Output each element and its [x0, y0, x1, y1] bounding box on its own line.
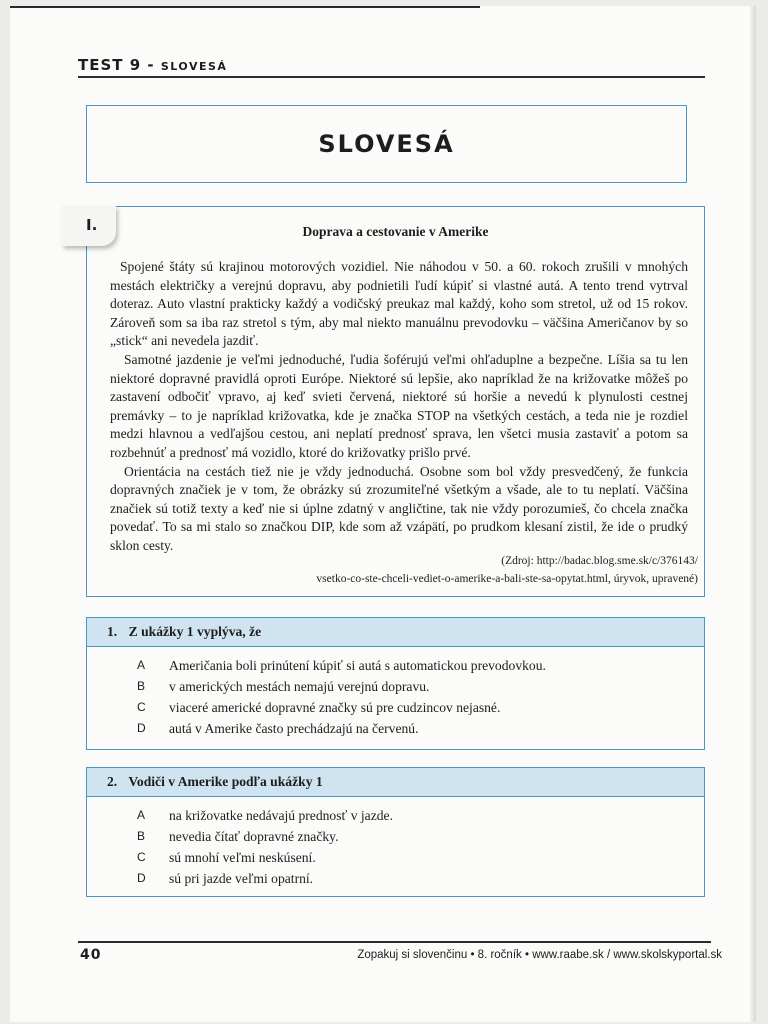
- source-line: vsetko-co-ste-chceli-vediet-o-amerike-a-bali-ste-sa-opytat.html, úryvok, upravené): [316, 573, 698, 585]
- article-body: [110, 258, 688, 556]
- option-letter: B: [137, 829, 146, 843]
- footer-rule: [78, 941, 711, 943]
- test-header: [78, 56, 227, 74]
- option-letter: D: [137, 721, 146, 735]
- option-text: sú pri jazde veľmi opatrní.: [169, 871, 314, 886]
- option-text: v amerických mestách nemajú verejnú dopravu.: [169, 679, 430, 694]
- option-text: nevedia čítať dopravné značky.: [169, 829, 339, 844]
- answer-option[interactable]: [87, 676, 704, 697]
- page-edge-shadow: [750, 6, 756, 1022]
- section-number: I.: [86, 216, 98, 234]
- option-letter: A: [137, 658, 146, 672]
- option-text: autá v Amerike často prechádzajú na červenú.: [169, 721, 419, 736]
- answer-option[interactable]: [87, 847, 704, 868]
- page-title: SLOVESÁ: [318, 130, 455, 158]
- question-number: 1.: [107, 624, 118, 639]
- option-text: Američania boli prinútení kúpiť si autá s automatickou prevodovkou.: [169, 658, 546, 673]
- answer-option[interactable]: [87, 697, 704, 718]
- article-paragraph: Spojené štáty sú krajinou motorových vozidiel. Nie náhodou v 50. a 60. rokoch zrušili v mnohých mestách električky a verejnú dopravu, aby podnietili ľudí kúpiť si vlastné autá. A tento trend vytrval doteraz. Auto vlastní prakticky každý a vodičský preukaz mal každý, koho som stretol, už od 15 rokov. Zároveň som sa iba raz stretol s tým, aby mal niekto manuálnu prevodovku – väčšina Američanov by so „stick“ ani nevedela jazdiť.: [110, 259, 688, 349]
- option-letter: D: [137, 871, 146, 885]
- option-letter: C: [137, 850, 146, 864]
- test-label: TEST 9 -: [78, 56, 155, 74]
- top-rule: [10, 6, 480, 8]
- title-box: [86, 105, 687, 183]
- question-prompt: Z ukážky 1 vyplýva, že: [128, 624, 262, 639]
- question-header: [87, 768, 704, 797]
- answer-option[interactable]: [87, 805, 704, 826]
- article-paragraph: Orientácia na cestách tiež nie je vždy jednoduchá. Osobne som bol vždy presvedčený, že funkcia dopravných značiek je v tom, že obrázky sú zrozumiteľné všetkým a všade, ale to tu neplatí. Väčšina značiek sú totiž texty a keď nie si úplne zdatný v angličtine, tak nie vždy porozumieš, čo chcela značka povedať. To sa mi stalo so značkou DIP, kde som až vzápätí, po prudkom klesaní zistil, že ide o prudký sklon cesty.: [110, 463, 688, 553]
- option-text: na križovatke nedávajú prednosť v jazde.: [169, 808, 393, 823]
- page-number: 40: [80, 947, 102, 963]
- option-letter: A: [137, 808, 146, 822]
- source-line: (Zdroj: http://badac.blog.sme.sk/c/376143/: [501, 555, 698, 567]
- option-letter: C: [137, 700, 146, 714]
- option-text: viaceré americké dopravné značky sú pre cudzincov nejasné.: [169, 700, 501, 715]
- question-prompt: Vodiči v Amerike podľa ukážky 1: [128, 774, 323, 789]
- header-rule: [78, 76, 705, 78]
- option-letter: B: [137, 679, 146, 693]
- answer-option[interactable]: [87, 655, 704, 676]
- test-topic: SLOVESÁ: [160, 60, 228, 73]
- answer-option[interactable]: [87, 826, 704, 847]
- article-paragraph: Samotné jazdenie je veľmi jednoduché, ľudia šoférujú veľmi ohľaduplne a bezpečne. Líšia sa tu len niektoré dopravné pravidlá oproti Európe. Niektoré sú lepšie, ako napríklad že na križovatke môžeš po zastavení odbočiť vpravo, aj keď svieti červená, niektoré sú horšie a nevedú k plynulosti cestnej premávky – to je napríklad križovatka, kde je značka STOP na všetkých cestách, a teda nie je rozdiel medzi hlavnou a vedľajšou cestou, ani neplatí prednosť sprava, len všetci musia zastaviť a potom sa rozbehnúť a prednosť má vozidlo, ktoré do križovatky prišlo prvé.: [110, 351, 688, 460]
- question-2: [86, 767, 705, 897]
- footer-text: Zopakuj si slovenčinu • 8. ročník • www.raabe.sk / www.skolskyportal.sk: [357, 949, 722, 961]
- question-number: 2.: [107, 774, 118, 789]
- option-text: sú mnohí veľmi neskúsení.: [169, 850, 316, 865]
- article-title: Doprava a cestovanie v Amerike: [302, 224, 489, 239]
- question-header: [87, 618, 704, 647]
- article-source: [316, 552, 698, 588]
- answer-option[interactable]: [87, 718, 704, 739]
- question-1: [86, 617, 705, 750]
- answer-option[interactable]: [87, 868, 704, 889]
